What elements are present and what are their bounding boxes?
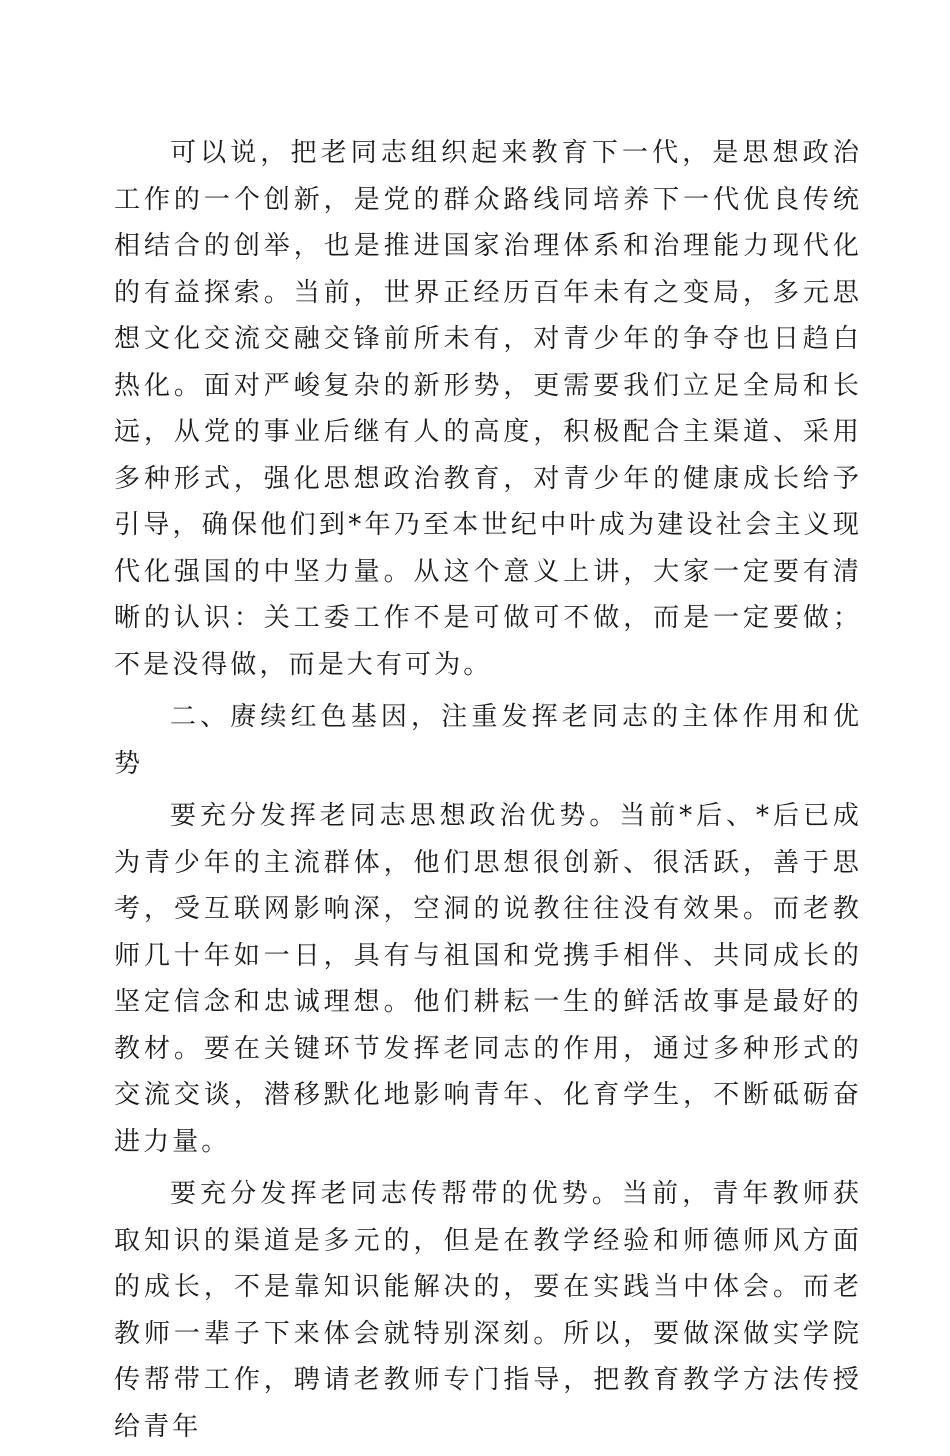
paragraph-significance: 可以说，把老同志组织起来教育下一代，是思想政治工作的一个创新，是党的群众路线同培养下一代优良传统相结合的创举，也是推进国家治理体系和治理能力现代化的有益探索。当前，世界正经历百年未有之变局，多元思想文化交流交融交锋前所未有，对青少年的争夺也日趋白热化。面对严峻复杂的新形势，更需要我们立足全局和长远，从党的事业后继有人的高度，积极配合主渠道、采用多种形式，强化思想政治教育，对青少年的健康成长给予引导，确保他们到*年乃至本世纪中叶成为建设社会主义现代化强国的中坚力量。从这个意义上讲，大家一定要有清晰的认识：关工委工作不是可做可不做，而是一定要做；不是没得做，而是大有可为。 xyxy=(114,138,862,680)
paragraph-ideological-advantage: 要充分发挥老同志思想政治优势。当前*后、*后已成为青少年的主流群体，他们思想很创新、很活跃，善于思考，受互联网影响深，空洞的说教往往没有效果。而老教师几十年如一日，具有与祖国和党携手相伴、共同成长的坚定信念和忠诚理想。他们耕耘一生的鲜活故事是最好的教材。要在关键环节发挥老同志的作用，通过多种形式的交流交谈，潜移默化地影响青年、化育学生，不断砥砺奋进力量。 xyxy=(114,801,862,1157)
paragraph-mentoring-advantage: 要充分发挥老同志传帮带的优势。当前，青年教师获取知识的渠道是多元的，但是在教学经验和师德师风方面的成长，不是靠知识能解决的，要在实践当中体会。而老教师一辈子下来体会就特别深刻。所以，要做深做实学院传帮带工作，聘请老教师专门指导，把教育教学方法传授给青年 xyxy=(114,1179,862,1442)
document-body xyxy=(114,130,862,1456)
section-heading-2: 二、赓续红色基因，注重发挥老同志的主体作用和优势 xyxy=(114,702,862,779)
